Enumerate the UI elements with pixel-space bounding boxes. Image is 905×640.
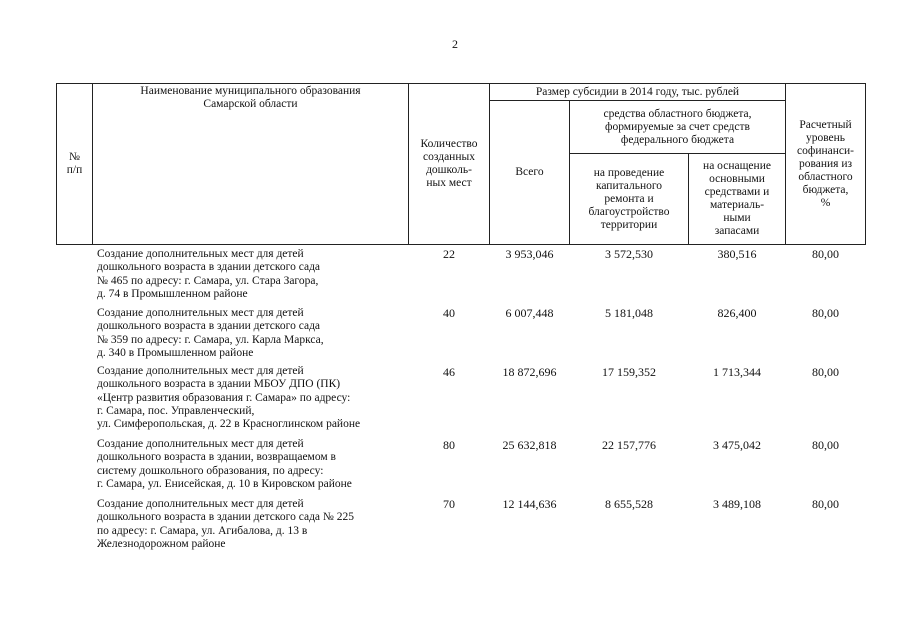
row-4-capital: 22 157,776 (602, 438, 656, 452)
header-total-column (489, 100, 570, 245)
header-number-column (56, 83, 93, 245)
row-3-capital: 17 159,352 (602, 365, 656, 379)
header-rate-column (785, 83, 866, 245)
row-3-places: 46 (443, 365, 455, 379)
header-capital-column (569, 153, 689, 245)
row-1-rate: 80,00 (812, 247, 839, 261)
row-1-places: 22 (443, 247, 455, 261)
header-places-column (408, 83, 490, 245)
row-3-equipment: 1 713,344 (713, 365, 761, 379)
row-5-name: Создание дополнительных мест для детей дошкольного возраста в здании детского сада № 225 по адресу: г. Самара, ул. Агибалова, д. 13 в Железнодорожном районе (97, 498, 354, 550)
row-4-places: 80 (443, 438, 455, 452)
header-subsidy-label: Размер субсидии в 2014 году, тыс. рублей (535, 85, 740, 98)
row-5-total: 12 144,636 (502, 497, 557, 511)
page-number: 2 (452, 37, 458, 51)
row-3-name: Создание дополнительных мест для детей дошкольного возраста в здании МБОУ ДПО (ПК) «Центр развития образования г. Самара» по адресу: г. Самара, пос. Управленческий, ул. Симферопольская, д. 22 в Красноглинском районе (97, 365, 361, 431)
row-2-name: Создание дополнительных мест для детей дошкольного возраста в здании детского сада № 359 по адресу: г. Самара, ул. Карла Маркса, д. 340 в Промышленном районе (97, 307, 324, 359)
header-federal-group (569, 100, 786, 154)
header-federal-label: средства областного бюджета, формируемые за счет средств федерального бюджета (603, 107, 752, 146)
row-4-total: 25 632,818 (502, 438, 557, 452)
row-4-name: Создание дополнительных мест для детей дошкольного возраста в здании, возвращаемом в систему дошкольного образования, по адресу: г. Самара, ул. Енисейская, д. 10 в Кировском районе (97, 438, 352, 490)
row-2-total: 6 007,448 (505, 306, 554, 320)
row-2-rate: 80,00 (812, 306, 839, 320)
header-equipment-label: на оснащение основными средствами и материаль- ными запасами (703, 160, 771, 237)
row-5-rate: 80,00 (812, 497, 839, 511)
row-2-equipment: 826,400 (717, 306, 757, 320)
row-2-places: 40 (443, 306, 455, 320)
row-1-name: Создание дополнительных мест для детей дошкольного возраста в здании детского сада № 465 по адресу: г. Самара, ул. Стара Загора, д. 74 в Промышленном районе (97, 248, 321, 300)
row-1-total: 3 953,046 (505, 247, 554, 261)
header-equipment-column (688, 153, 786, 245)
row-1-capital: 3 572,530 (605, 247, 653, 261)
row-3-rate: 80,00 (812, 365, 839, 379)
header-number-label: № п/п (66, 151, 83, 176)
row-1-equipment: 380,516 (717, 247, 757, 261)
row-3-total: 18 872,696 (502, 365, 557, 379)
row-4-rate: 80,00 (812, 438, 839, 452)
row-5-capital: 8 655,528 (605, 497, 653, 511)
header-capital-label: на проведение капитального ремонта и благоустройство территории (588, 166, 670, 231)
header-name-column (92, 83, 409, 245)
header-rate-label: Расчетный уровень софинанси- рования из областного бюджета, % (797, 118, 854, 209)
header-total-label: Всего (515, 166, 544, 178)
row-4-equipment: 3 475,042 (713, 438, 761, 452)
row-5-equipment: 3 489,108 (713, 497, 761, 511)
row-5-places: 70 (443, 497, 455, 511)
header-name-label: Наименование муниципального образования Самарской области (140, 85, 361, 110)
header-subsidy-group (489, 83, 786, 101)
header-places-label: Количество созданных дошколь- ных мест (420, 138, 478, 189)
row-2-capital: 5 181,048 (605, 306, 653, 320)
